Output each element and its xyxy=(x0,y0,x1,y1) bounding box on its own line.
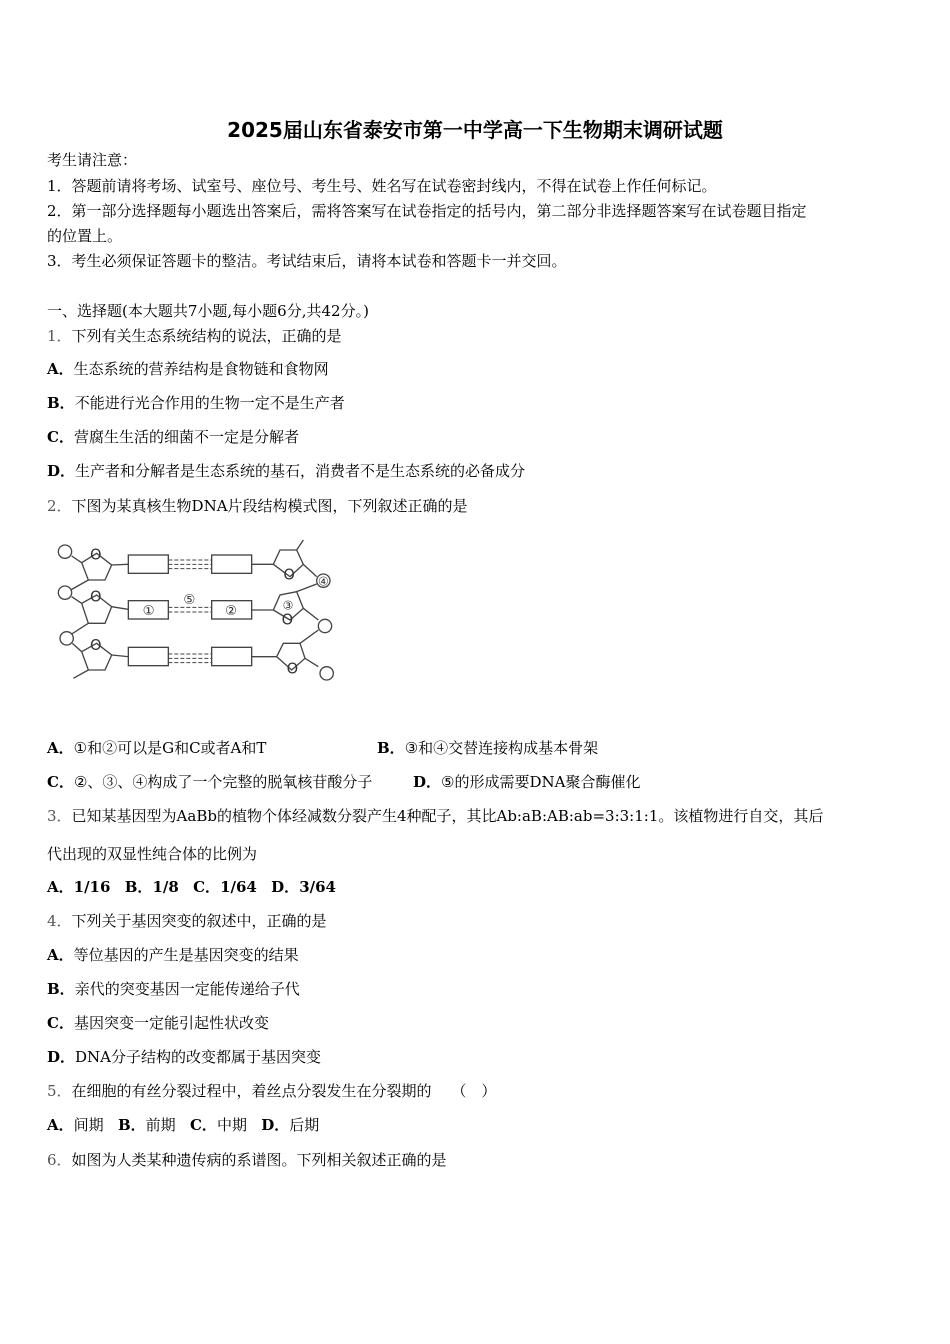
svg-text:①: ① xyxy=(142,604,155,619)
option-text: 等位基因的产生是基因突变的结果 xyxy=(73,946,299,964)
option xyxy=(47,945,299,965)
option-letter: D． xyxy=(47,1048,76,1066)
option-letter: C． xyxy=(47,1014,74,1032)
option-text: 营腐生生活的细菌不一定是分解者 xyxy=(73,428,299,446)
option xyxy=(47,772,372,792)
option-letter: B． xyxy=(377,739,405,757)
option-letter: C． xyxy=(193,878,221,896)
page-title: 2025届山东省泰安市第一中学高一下生物期末调研试题 xyxy=(227,118,723,142)
svg-text:O: O xyxy=(283,566,295,584)
option-text: 1/8 xyxy=(152,878,179,896)
question-stem: 下列关于基因突变的叙述中，正确的是 xyxy=(71,912,327,930)
question-4 xyxy=(47,911,327,931)
svg-text:⑤: ⑤ xyxy=(183,593,196,608)
svg-text:O: O xyxy=(90,546,102,564)
question-2 xyxy=(47,496,468,516)
option-text: ③和④交替连接构成基本骨架 xyxy=(404,739,599,757)
option-text: ①和②可以是G和C或者A和T xyxy=(73,739,267,757)
svg-text:O: O xyxy=(281,611,294,629)
option-letter: A． xyxy=(47,878,74,896)
option-letter: B． xyxy=(47,394,75,412)
option-letter: D． xyxy=(47,462,76,480)
option xyxy=(377,738,598,758)
question-stem: 下列有关生态系统结构的说法，正确的是 xyxy=(71,327,342,345)
options-row xyxy=(47,1115,319,1135)
option-text: 3/64 xyxy=(299,878,336,896)
dna-structure-diagram xyxy=(40,530,350,690)
option-letter: A． xyxy=(47,1116,74,1134)
section-heading: 一、选择题(本大题共7小题,每小题6分,共42分。) xyxy=(47,302,369,320)
question-number: 2． xyxy=(47,497,72,515)
option xyxy=(413,772,640,792)
option-letter: B． xyxy=(47,980,75,998)
option-text: 中期 xyxy=(216,1116,247,1134)
option xyxy=(47,461,525,481)
question-stem: 如图为人类某种遗传病的系谱图。下列相关叙述正确的是 xyxy=(71,1151,447,1169)
question-5 xyxy=(47,1081,496,1101)
option xyxy=(47,427,299,447)
option-text: 前期 xyxy=(145,1116,176,1134)
option-letter: A． xyxy=(47,360,74,378)
question-stem: 在细胞的有丝分裂过程中，着丝点分裂发生在分裂期的 （ ） xyxy=(71,1082,497,1100)
option xyxy=(47,979,300,999)
question-number: 3． xyxy=(47,807,72,825)
notice-item: 2．第一部分选择题每小题选出答案后，需将答案写在试卷指定的括号内，第二部分非选择题答案写在试卷题目指定 xyxy=(47,202,807,220)
option-text: 不能进行光合作用的生物一定不是生产者 xyxy=(74,394,345,412)
option-text: 后期 xyxy=(289,1116,320,1134)
option-letter: A． xyxy=(47,946,74,964)
notice-item: 1．答题前请将考场、试室号、座位号、考生号、姓名写在试卷密封线内，不得在试卷上作任何标记。 xyxy=(47,177,717,195)
question-stem-continued: 代出现的双显性纯合体的比例为 xyxy=(47,845,258,863)
option-letter: C． xyxy=(189,1116,217,1134)
option-text: 1/64 xyxy=(220,878,257,896)
option-text: ②、③、④构成了一个完整的脱氧核苷酸分子 xyxy=(73,773,373,791)
option-letter: D． xyxy=(261,1116,290,1134)
svg-text:O: O xyxy=(90,588,102,606)
svg-text:②: ② xyxy=(225,604,237,619)
option xyxy=(47,359,329,379)
question-1 xyxy=(47,326,342,346)
question-3 xyxy=(47,806,823,826)
svg-text:O: O xyxy=(286,660,299,678)
question-number: 4． xyxy=(47,912,72,930)
option-letter: A． xyxy=(47,739,74,757)
option xyxy=(47,1047,321,1067)
option xyxy=(47,738,266,758)
question-number: 1． xyxy=(47,327,72,345)
option-letter: B． xyxy=(124,878,153,896)
option xyxy=(47,1013,269,1033)
question-stem: 已知某基因型为AaBb的植物个体经减数分裂产生4种配子，其比Ab:aB:AB:ab=3:3:1:1。该植物进行自交，其后 xyxy=(71,807,824,825)
option-letter: C． xyxy=(47,773,74,791)
question-number: 5． xyxy=(47,1082,72,1100)
diagram-labels xyxy=(90,546,329,677)
option-text: 生态系统的营养结构是食物链和食物网 xyxy=(73,360,329,378)
option-letter: C． xyxy=(47,428,74,446)
question-stem: 下图为某真核生物DNA片段结构模式图，下列叙述正确的是 xyxy=(71,497,468,515)
option-text: 1/16 xyxy=(73,878,111,896)
option-letter: D． xyxy=(271,878,300,896)
notice-item: 3．考生必须保证答题卡的整洁。考试结束后，请将本试卷和答题卡一并交回。 xyxy=(47,252,567,270)
option-letter: B． xyxy=(117,1116,146,1134)
hydrogen-bonds xyxy=(168,560,211,663)
option-text: ⑤的形成需要DNA聚合酶催化 xyxy=(441,773,641,791)
left-strand xyxy=(58,545,128,678)
question-number: 6． xyxy=(47,1151,72,1169)
option xyxy=(47,393,345,413)
notice-item: 的位置上。 xyxy=(47,227,123,245)
option-text: 亲代的突变基因一定能传递给子代 xyxy=(74,980,300,998)
svg-text:④: ④ xyxy=(318,574,329,589)
option-letter: D． xyxy=(413,773,442,791)
options-row xyxy=(47,877,336,897)
svg-text:③: ③ xyxy=(282,598,294,613)
option-text: DNA分子结构的改变都属于基因突变 xyxy=(75,1048,322,1066)
svg-text:O: O xyxy=(90,637,102,654)
notice-heading: 考生请注意： xyxy=(47,151,138,169)
question-6 xyxy=(47,1150,447,1170)
option-text: 间期 xyxy=(73,1116,104,1134)
option-text: 基因突变一定能引起性状改变 xyxy=(73,1014,269,1032)
option-text: 生产者和分解者是生态系统的基石，消费者不是生态系统的必备成分 xyxy=(75,462,526,480)
